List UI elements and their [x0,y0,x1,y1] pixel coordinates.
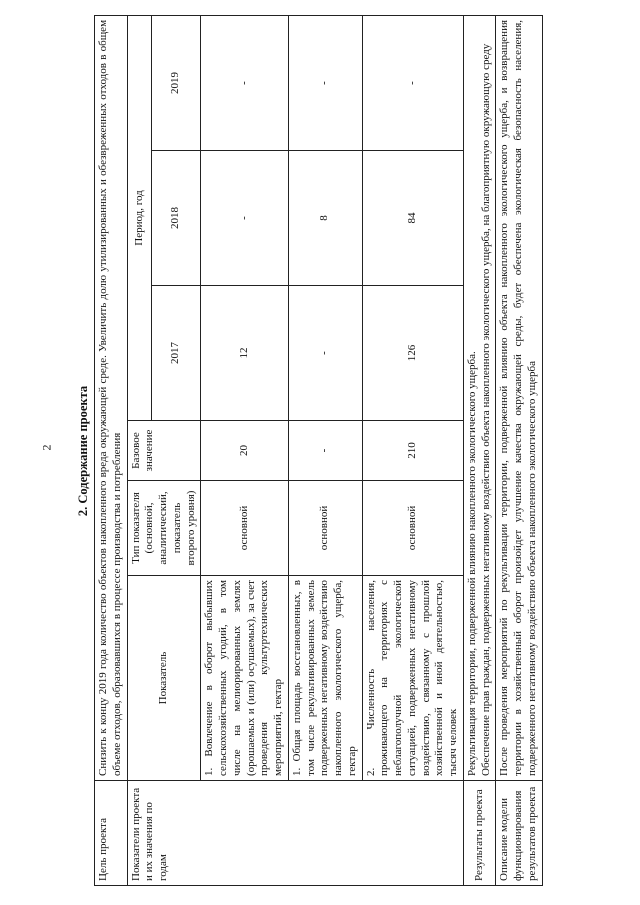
indicator-value: - [288,15,362,150]
indicator-row [288,15,362,885]
results-label: Результаты проекта [463,781,496,886]
results-text [463,15,496,780]
model-text: После проведения мероприятий по рекультивации территории, подверженной влиянию объекта накопленного экологического ущерба, и возвращения территории в хозяйственный оборот произойдет улучшение качества окружающей среды, будет обеспечена экологическая безопасность населения, подверженного негативному воздействию объекта накопленного экологического ущерба [496,15,542,780]
indicator-name: 1. Вовлечение в оборот выбывших сельскохозяйственных угодий, в том числе на мелиорированных землях (орошаемых и (или) осушаемых), за счет проведения культуртехнических мероприятий, гектар [201,576,289,781]
indicator-name: 1. Общая площадь восстановленных, в том числе рекультивированных земель подверженных негативному воздействию накопленного экологического ущерба, гектар [288,576,362,781]
indicator-name: 2. Численность населения, проживающего на территориях с неблагополучной экологической ситуацией, подверженных негативному воздействию, связанному с прошлой хозяйственной и иной деятельностью, тысяч человек [362,576,463,781]
model-row [496,15,542,885]
results-row [463,15,496,885]
results-line: Рекультивация территории, подверженной влиянию накопленного экологического ущерба. [465,351,478,776]
year-cell: 2017 [152,286,201,421]
indicator-base: - [288,421,362,481]
results-line: Обеспечение прав граждан, подверженных негативному воздействию объекта накопленного экологического ущерба, на благоприятную окружающую среду [479,43,492,776]
page-number: 2 [39,444,54,451]
indicator-value: 12 [201,286,289,421]
indicators-header-row [127,15,152,885]
indicator-type: основной [288,481,362,576]
indicator-value: 8 [288,151,362,286]
indicator-type: основной [362,481,463,576]
header-base: Базовое значение [127,421,201,481]
indicator-value: - [288,286,362,421]
indicator-value: - [201,15,289,150]
indicator-value: - [362,15,463,150]
header-type: Тип показателя (основной, аналитический, показатель второго уровня) [127,481,201,576]
year-cell: 2019 [152,15,201,150]
indicator-type: основной [201,481,289,576]
indicator-row [362,15,463,885]
year-cell: 2018 [152,151,201,286]
goal-label: Цель проекта [95,781,128,886]
indicator-value: 84 [362,151,463,286]
indicator-row [201,15,289,885]
indicator-value: 126 [362,286,463,421]
model-label: Описание модели функционирования результатов проекта [496,781,542,886]
header-indicator: Показатель [127,576,201,781]
indicator-base: 210 [362,421,463,481]
section-heading: 2. Содержание проекта [76,385,90,517]
indicator-base: 20 [201,421,289,481]
header-period: Период, год [127,15,152,420]
rotated-content [72,16,562,886]
indicators-label: Показатели проекта и их значения по годам [127,781,463,886]
goal-row [95,15,128,885]
indicator-value: - [201,151,289,286]
project-content-table [94,15,543,886]
goal-text: Снизить к концу 2019 года количество объектов накопленного вреда окружающей среде. Увеличить долю утилизированных и обезвреженных отходов в общем объеме отходов, образовавшихся в процессе производства и потребления [95,15,128,780]
